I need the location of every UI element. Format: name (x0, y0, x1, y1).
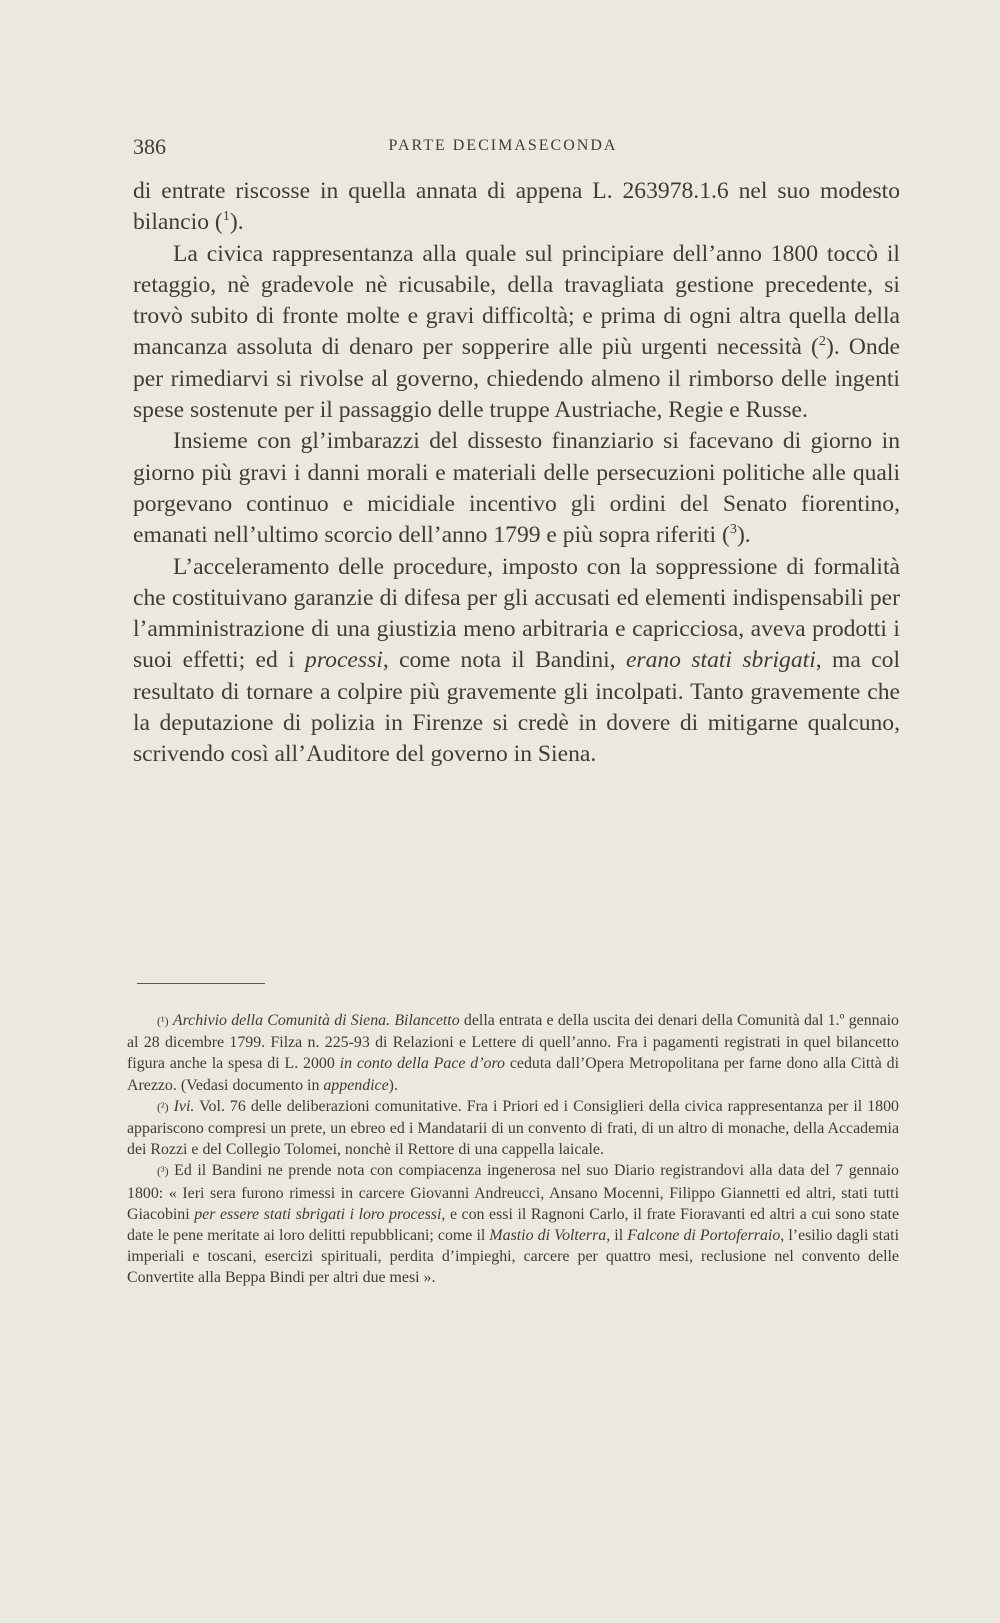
paragraph-4: L’acceleramento delle procedure, imposto con la soppressione di formalità che costituivano garanzie di difesa per gli accusati ed elementi indispensabili per l’amministrazione di una giustizia meno arbitraria e capricciosa, aveva prodotti i suoi effetti; ed i processi, come nota il Bandini, erano stati sbrigati, ma col resultato di tornare a colpire più gravemente gli incolpati. Tanto gravemente che la deputazione di polizia in Firenze si credè in dovere di mitigarne qualcuno, scrivendo così all’Auditore del governo in Siena. (133, 553, 901, 768)
page-number: 386 (133, 134, 166, 159)
running-head: PARTE DECIMASECONDA (388, 137, 618, 154)
footnote-3: (³) Ed il Bandini ne prende nota con compiacenza ingenerosa nel suo Diario registrandovi alla data del 7 gennaio 1800: « Ieri sera furono rimessi in carcere Giovanni Andreucci, Ansano Mocenni, Filippo Giannetti ed altri, stati tutti Giacobini per essere stati sbrigati i loro processi, e con essi il Ragnoni Carlo, il frate Fioravanti ed altri a cui sono state date le pene meritate ai loro delitti repubblicani; come il Mastio di Volterra, il Falcone di Portoferraio, l’esilio dagli stati imperiali e toscani, esercizi spirituali, perdita d’impieghi, carcere per quattro mesi, reclusione nel convento delle Convertite alla Beppa Bindi per altri due mesi ». (127, 1162, 900, 1287)
paragraph-3: Insieme con gl’imbarazzi del dissesto finanziario si facevano di giorno in giorno più gravi i danni morali e materiali delle persecuzioni politiche alle quali porgevano continuo e micidiale incentivo gli ordini del Senato fiorentino, emanati nell’ultimo scorcio dell’anno 1799 e più sopra riferiti ($^3$). (133, 428, 900, 549)
paragraph-1: di entrate riscosse in quella annata di appena L. 263978.1.6 nel suo modesto bilancio ($^1$). (133, 178, 900, 236)
footnote-ref-3: 3 (729, 521, 737, 538)
page-header (133, 134, 873, 164)
footnote-separator (137, 983, 265, 984)
footnotes (127, 1010, 899, 1289)
paragraph-2: La civica rappresentanza alla quale sul principiare dell’anno 1800 toccò il retaggio, nè gradevole nè ricusabile, della travagliata gestione precedente, si trovò subito di fronte molte e gravi difficoltà; e prima di ogni altra quella della mancanza assoluta di denaro per sopperire alle più urgenti necessità ($^2$). Onde per rimediarvi si rivolse al governo, chiedendo almeno il rimborso delle ingenti spese sostenute per il passaggio delle truppe Austriache, Regie e Russe. (133, 240, 900, 424)
footnote-ref-1: 1 (222, 208, 230, 225)
footnote-ref-2: 2 (818, 333, 826, 350)
main-text (133, 176, 900, 771)
footnote-1: (¹) Archivio della Comunità di Siena. Bilancetto della entrata e della uscita dei denari della Comunità dal 1.º gennaio al 28 dicembre 1799. Filza n. 225-93 di Relazioni e Lettere di quell’anno. Fra i pagamenti registrati in quel bilancetto figura anche la spesa di L. 2000 in conto della Pace d’oro ceduta dall’Opera Metropolitana per farne dono alla Città di Arezzo. (Vedasi documento in appendice). (127, 1012, 900, 1094)
footnote-2: (²) Ivi. Vol. 76 delle deliberazioni comunitative. Fra i Priori ed i Consiglieri della civica rappresentanza per il 1800 appariscono compresi un prete, un ebreo ed i Mandatarii di un convento di frati, di un altro di monache, della Accademia dei Rozzi e del Collegio Tolomei, nonchè il Rettore di una cappella laicale. (127, 1097, 899, 1159)
